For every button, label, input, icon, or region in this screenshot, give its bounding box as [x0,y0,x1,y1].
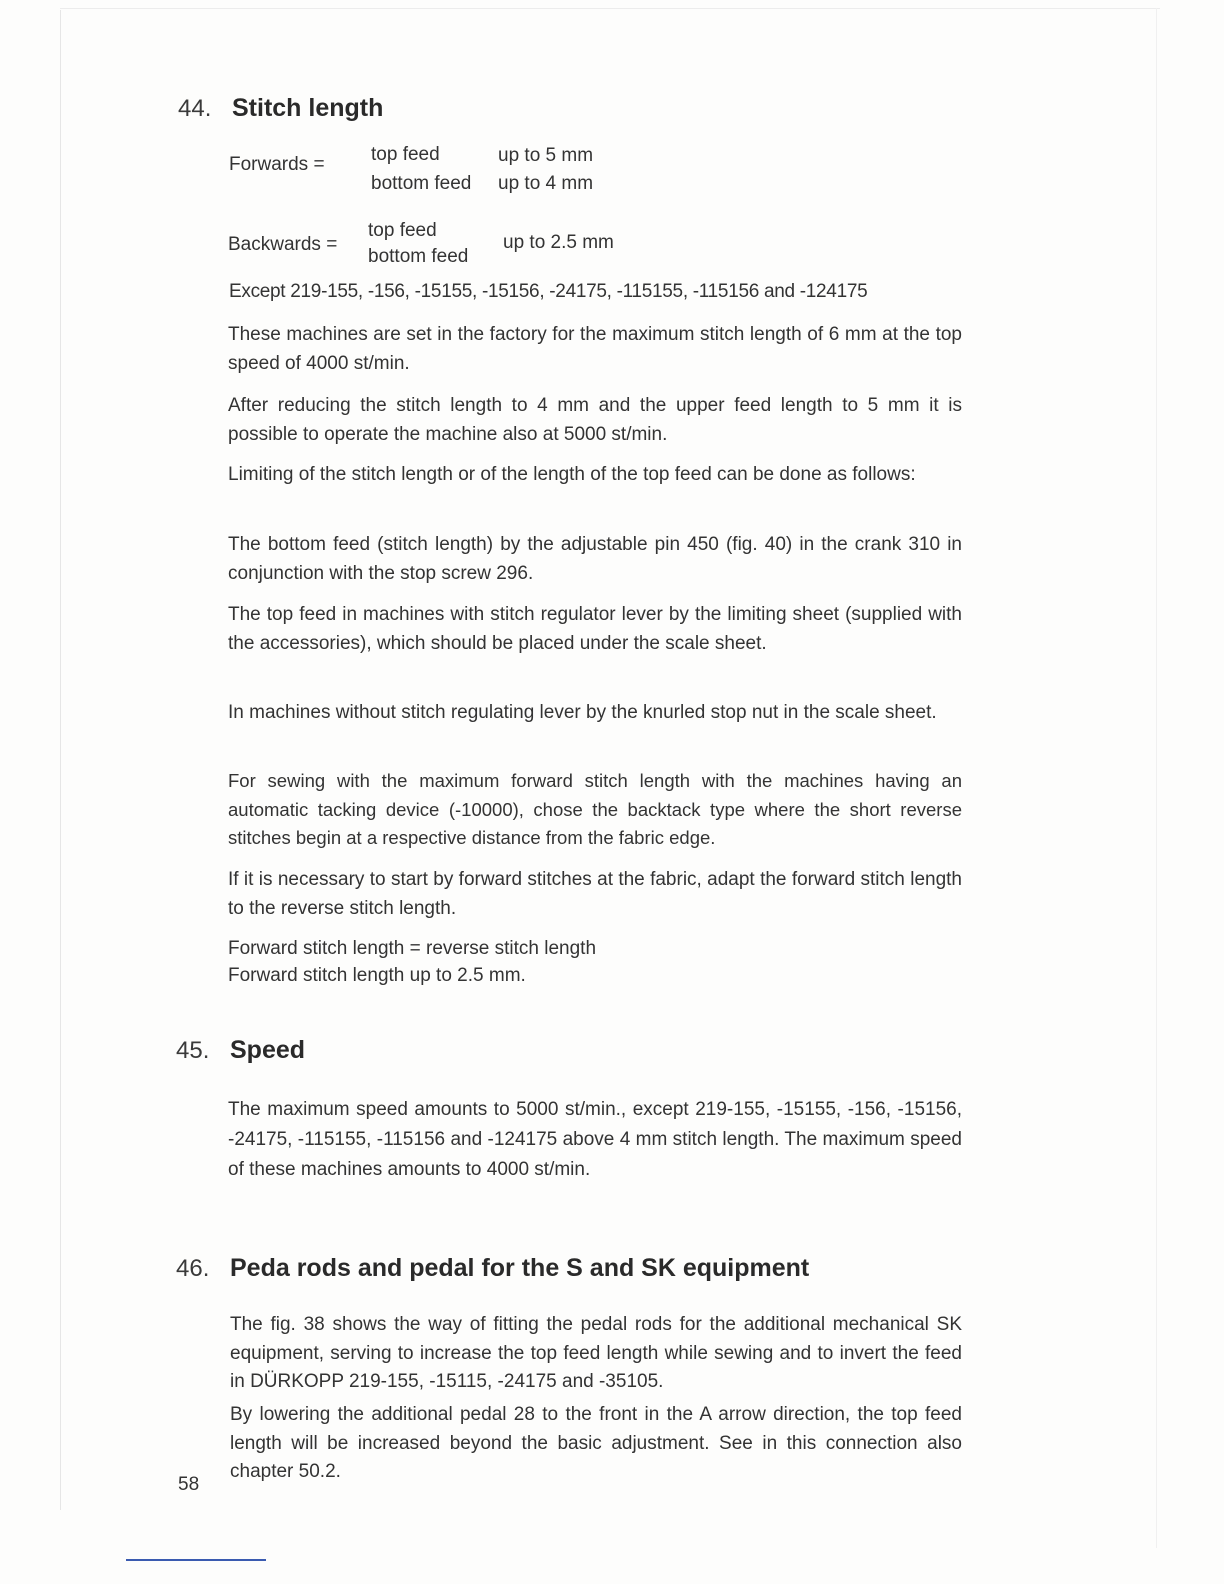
page-number: 58 [178,1474,200,1495]
section-heading-45 [176,1036,305,1065]
backwards-label: Backwards = [228,234,338,255]
section-title: Stitch length [232,94,384,122]
paragraph: By lowering the additional pedal 28 to the front in the A arrow direction, the top feed length will be increased beyond the basic adjustment. See in this connection also chapter 50.2. [230,1404,962,1482]
scan-edge [60,8,1160,9]
section-heading-44 [178,94,383,123]
forwards-row2-value: up to 4 mm [498,173,594,194]
section-number: 44. [178,95,212,122]
paragraph: The fig. 38 shows the way of fitting the pedal rods for the additional mechanical SK equipment, serving to increase the top feed length while sewing and to invert the feed in DÜRKOPP 219-155, -15115, -24175 and -35105. [230,1314,962,1392]
paragraph: The bottom feed (stitch length) by the adjustable pin 450 (fig. 40) in the crank 310 in conjunction with the stop screw 296. [228,534,962,584]
backwards-feed1: top feed [368,220,437,241]
paragraph: The top feed in machines with stitch regulator lever by the limiting sheet (supplied with the accessories), which should be placed under the scale sheet. [228,604,962,654]
section-heading-46 [176,1254,809,1283]
section-title: Speed [230,1036,306,1064]
paragraph: For sewing with the maximum forward stitch length with the machines having an automatic tacking device (-10000), chose the backtack type where the short reverse stitches begin at a respective distance from the fabric edge. [228,770,962,848]
paragraph: In machines without stitch regulating lever by the knurled stop nut in the scale sheet. [228,702,937,723]
paragraph: Limiting of the stitch length or of the length of the top feed can be done as follows: [228,464,916,485]
formula-line: Forward stitch length = reverse stitch length [228,938,597,959]
section-number: 45. [176,1037,210,1064]
bottom-rule [126,1559,266,1561]
paragraph: After reducing the stitch length to 4 mm and the upper feed length to 5 mm it is possible to operate the machine also at 5000 st/min. [228,395,962,445]
section-number: 46. [176,1255,210,1282]
except-line: Except 219-155, -156, -15155, -15156, -24175, -115155, -115156 and -124175 [229,281,868,302]
forwards-row1-value: up to 5 mm [498,145,594,166]
forwards-row1-feed: top feed [371,144,440,165]
forwards-row2-feed: bottom feed [371,173,472,194]
paragraph: The maximum speed amounts to 5000 st/min., except 219-155, -15155, -156, -15156, -24175, -115155, -115156 and -124175 above 4 mm stitch length. The maximum speed of these machines amounts to 4000 st/min. [228,1099,962,1180]
backwards-feed2: bottom feed [368,246,469,267]
formula-line: Forward stitch length up to 2.5 mm. [228,965,526,986]
paragraph: If it is necessary to start by forward stitches at the fabric, adapt the forward stitch length to the reverse stitch length. [228,869,962,919]
paragraph: These machines are set in the factory for the maximum stitch length of 6 mm at the top speed of 4000 st/min. [228,324,962,374]
section-title: Peda rods and pedal for the S and SK equipment [230,1254,810,1282]
backwards-value: up to 2.5 mm [503,232,614,253]
scan-edge [60,10,61,1510]
forwards-label: Forwards = [229,154,325,175]
scan-edge [1156,8,1157,1548]
